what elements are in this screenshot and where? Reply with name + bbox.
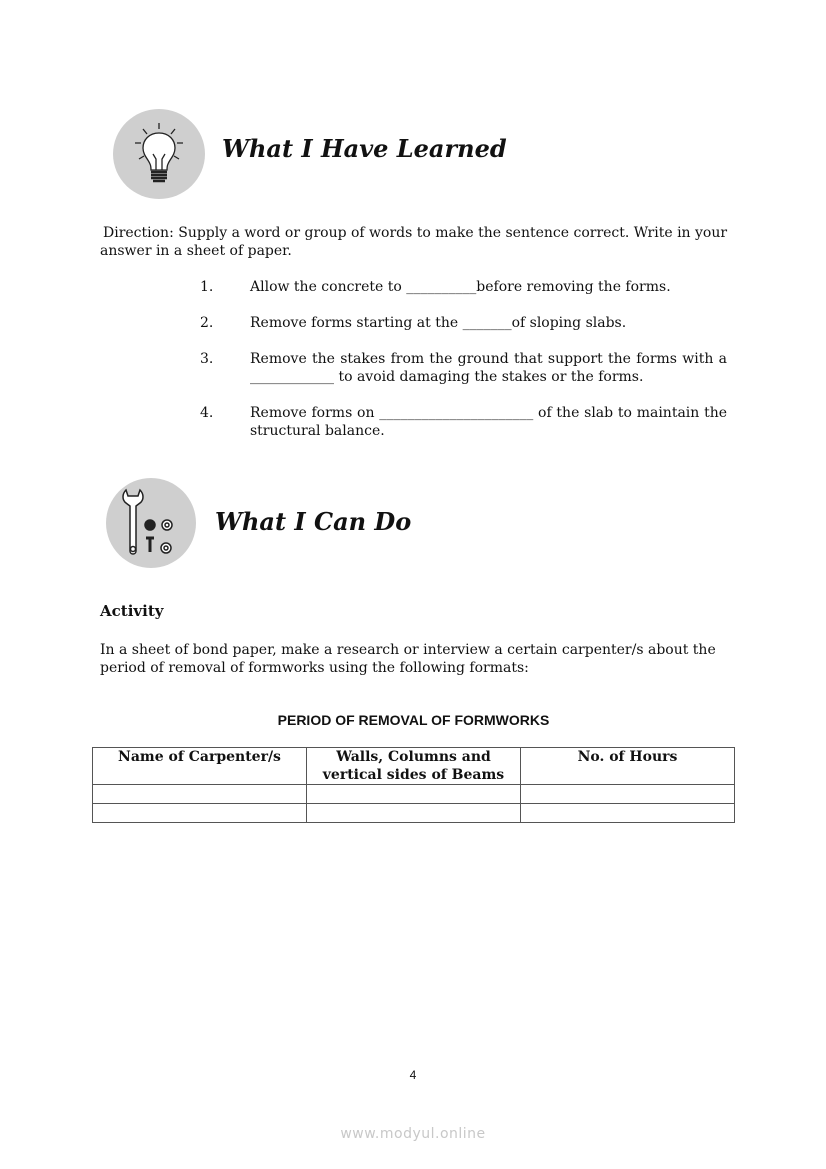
lightbulb-icon	[113, 109, 205, 199]
section-heading-what-i-can-do: What I Can Do	[215, 507, 412, 536]
wrench-tools-icon	[106, 478, 196, 568]
table-cell	[307, 804, 521, 823]
table-cell	[521, 804, 735, 823]
activity-instruction: In a sheet of bond paper, make a research or interview a certain carpenter/s about the period of removal of formworks using the following formats:	[100, 642, 716, 676]
question-text: Remove forms starting at the _______of sloping slabs.	[250, 315, 627, 331]
direction-text: Direction: Supply a word or group of words to make the sentence correct. Write in your answer in a sheet of paper.	[100, 225, 728, 259]
formwork-table	[92, 747, 735, 823]
table-cell	[93, 804, 307, 823]
table-row	[93, 804, 735, 823]
table-title: PERIOD OF REMOVAL OF FORMWORKS	[277, 712, 550, 728]
question-text: Allow the concrete to __________before removing the forms.	[250, 279, 671, 295]
column-header: No. of Hours	[521, 748, 735, 785]
question-number: 2.	[200, 315, 214, 331]
section-heading-what-i-have-learned: What I Have Learned	[222, 134, 507, 163]
table-header-row	[93, 748, 735, 785]
table-cell	[307, 785, 521, 804]
table-cell	[93, 785, 307, 804]
question-number: 1.	[200, 279, 214, 295]
column-header: Name of Carpenter/s	[93, 748, 307, 785]
table-cell	[521, 785, 735, 804]
watermark: www.modyul.online	[340, 1126, 486, 1142]
activity-subtitle: Activity	[100, 602, 164, 620]
page-number: 4	[409, 1068, 417, 1082]
question-number: 4.	[200, 405, 214, 421]
question-text: Remove forms on ______________________ of the slab to maintain the structural balance.	[250, 405, 727, 439]
table-row	[93, 785, 735, 804]
column-header: Walls, Columns and vertical sides of Beams	[307, 748, 521, 785]
question-number: 3.	[200, 351, 214, 367]
question-text: Remove the stakes from the ground that support the forms with a ____________ to avoid damaging the stakes or the forms.	[250, 351, 727, 385]
